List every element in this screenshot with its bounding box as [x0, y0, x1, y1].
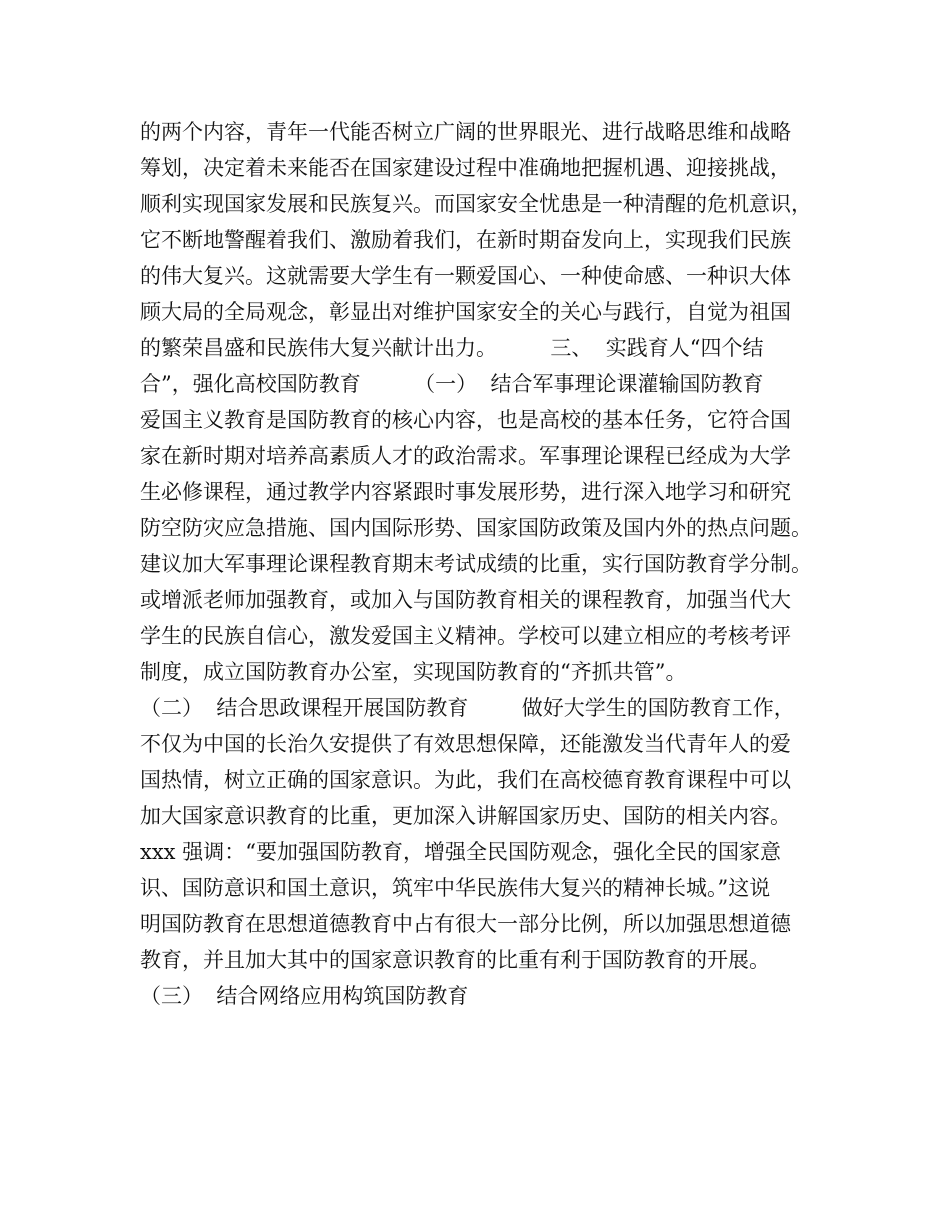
- text-line: 不仅为中国的长治久安提供了有效思想保障，还能激发当代青年人的爱: [140, 732, 791, 756]
- body-text: [140, 114, 840, 1014]
- text-line: 顾大局的全局观念，彰显出对维护国家安全的关心与践行，自觉为祖国: [140, 300, 791, 324]
- text-line: xxx 强调：“要加强国防教育，增强全民国防观念，强化全民的国家意: [140, 840, 781, 864]
- text-line: 它不断地警醒着我们、激励着我们，在新时期奋发向上，实现我们民族: [140, 228, 791, 252]
- text-line: 或增派老师加强教育，或加入与国防教育相关的课程教育，加强当代大: [140, 588, 791, 612]
- text-line: 国热情，树立正确的国家意识。为此，我们在高校德育教育课程中可以: [140, 768, 791, 792]
- text-line: 的伟大复兴。这就需要大学生有一颗爱国心、一种使命感、一种识大体: [140, 264, 791, 288]
- text-line: 教育，并且加大其中的国家意识教育的比重有利于国防教育的开展。: [140, 948, 770, 972]
- text-line: 制度，成立国防教育办公室，实现国防教育的“齐抓共管”。: [140, 660, 687, 684]
- text-line: 家在新时期对培养高素质人才的政治需求。军事理论课程已经成为大学: [140, 444, 791, 468]
- text-line: 爱国主义教育是国防教育的核心内容，也是高校的基本任务，它符合国: [140, 408, 791, 432]
- text-line: （三） 结合网络应用构筑国防教育: [140, 984, 469, 1008]
- text-line: 顺利实现国家发展和民族复兴。而国家安全忧患是一种清醒的危机意识，: [140, 192, 812, 216]
- text-line: 建议加大军事理论课程教育期末考试成绩的比重，实行国防教育学分制。: [140, 552, 812, 576]
- text-line: 的两个内容，青年一代能否树立广阔的世界眼光、进行战略思维和战略: [140, 120, 791, 144]
- text-line: （二） 结合思政课程开展国防教育 做好大学生的国防教育工作，: [140, 696, 795, 720]
- text-line: 加大国家意识教育的比重，更加深入讲解国家历史、国防的相关内容。: [140, 804, 791, 828]
- text-line: 的繁荣昌盛和民族伟大复兴献计出力。 三、 实践育人“四个结: [140, 336, 764, 360]
- text-line: 识、国防意识和国土意识，筑牢中华民族伟大复兴的精神长城。”这说: [140, 876, 771, 900]
- text-line: 筹划，决定着未来能否在国家建设过程中准确地把握机遇、迎接挑战，: [140, 156, 791, 180]
- text-line: 生必修课程，通过教学内容紧跟时事发展形势，进行深入地学习和研究: [140, 480, 791, 504]
- text-line: 明国防教育在思想道德教育中占有很大一部分比例，所以加强思想道德: [140, 912, 791, 936]
- text-line: 学生的民族自信心，激发爱国主义精神。学校可以建立相应的考核考评: [140, 624, 791, 648]
- text-line: 防空防灾应急措施、国内国际形势、国家国防政策及国内外的热点问题。: [140, 516, 812, 540]
- text-line: 合”，强化高校国防教育 （一） 结合军事理论课灌输国防教育: [140, 372, 764, 396]
